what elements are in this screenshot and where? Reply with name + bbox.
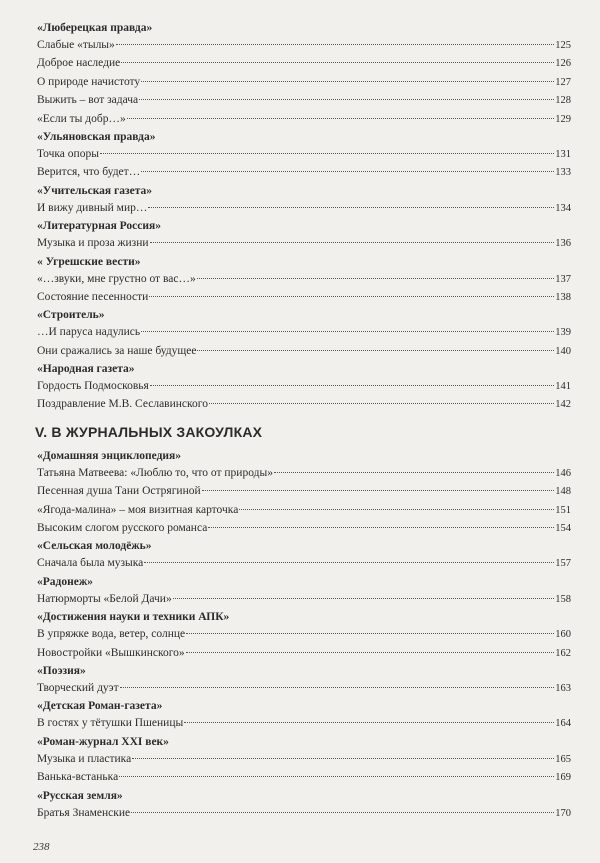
publication-heading: «Русская земля» (37, 789, 123, 802)
toc-entry (37, 645, 571, 663)
entry-title: Состояние песенности (37, 290, 149, 303)
page-number: 238 (33, 841, 50, 853)
table-of-contents (37, 20, 571, 823)
publication-heading: «Достижения науки и техники АПК» (37, 611, 230, 624)
entry-page-number: 136 (555, 238, 571, 250)
dot-leader (150, 242, 555, 243)
toc-entry (37, 200, 571, 218)
entry-page-number: 142 (555, 399, 571, 411)
entry-title: Доброе наследие (37, 57, 121, 70)
entry-page-number: 127 (555, 76, 571, 88)
entry-page-number: 133 (555, 167, 571, 179)
entry-page-number: 169 (555, 772, 571, 784)
toc-entry (37, 769, 571, 787)
dot-leader (209, 403, 554, 404)
entry-page-number: 163 (555, 682, 571, 694)
entry-title: Поздравление М.В. Сеславинского (37, 398, 208, 411)
entry-page-number: 160 (555, 629, 571, 641)
entry-page-number: 164 (555, 718, 571, 730)
toc-entry (37, 289, 571, 307)
publication-heading: «Роман-журнал XXI век» (37, 735, 169, 748)
toc-entry (37, 751, 571, 769)
dot-leader (131, 812, 554, 813)
dot-leader (149, 296, 554, 297)
entry-title: Выжить – вот задача (37, 94, 139, 107)
entry-title: Верится, что будет… (37, 166, 141, 179)
entry-title: Гордость Подмосковья (37, 380, 149, 393)
publication-heading: «Детская Роман-газета» (37, 700, 163, 713)
dot-leader (141, 81, 554, 82)
entry-page-number: 146 (555, 467, 571, 479)
publication-heading: «Сельская молодёжь» (37, 540, 152, 553)
toc-entry (37, 111, 571, 129)
toc-entry (37, 483, 571, 501)
toc-entry (37, 164, 571, 182)
entry-title: «Ягода-малина» – моя визитная карточка (37, 503, 239, 516)
entry-title: Высоким слогом русского романса (37, 522, 208, 535)
publication-heading: «Люберецкая правда» (37, 22, 153, 34)
entry-title: Братья Знаменские (37, 806, 131, 819)
entry-page-number: 158 (555, 593, 571, 605)
entry-title: …И паруса надулись (37, 326, 141, 339)
dot-leader (132, 758, 554, 759)
entry-page-number: 151 (555, 504, 571, 516)
entry-page-number: 140 (555, 345, 571, 357)
section-heading: V. В ЖУРНАЛЬНЫХ ЗАКОУЛКАХ (35, 423, 263, 440)
dot-leader (141, 331, 554, 332)
entry-page-number: 129 (555, 113, 571, 125)
entry-page-number: 137 (555, 273, 571, 285)
entry-page-number: 162 (555, 647, 571, 659)
dot-leader (197, 350, 554, 351)
toc-entry (37, 555, 571, 573)
entry-page-number: 148 (555, 486, 571, 498)
entry-page-number: 141 (555, 381, 571, 393)
dot-leader (274, 472, 554, 473)
toc-entry (37, 591, 571, 609)
publication-heading: «Ульяновская правда» (37, 130, 156, 143)
entry-title: О природе начистоту (37, 75, 141, 88)
dot-leader (139, 99, 554, 100)
publication-heading: « Угрешские вести» (37, 255, 141, 268)
entry-page-number: 139 (555, 327, 571, 339)
dot-leader (239, 509, 554, 510)
dot-leader (173, 598, 555, 599)
toc-entry (37, 626, 571, 644)
dot-leader (208, 527, 554, 528)
toc-entry (37, 324, 571, 342)
entry-title: «Если ты добр…» (37, 112, 126, 125)
entry-title: «…звуки, мне грустно от вас…» (37, 272, 196, 285)
toc-entry (37, 715, 571, 733)
dot-leader (144, 562, 554, 563)
publication-heading: «Народная газета» (37, 363, 135, 376)
toc-entry (37, 271, 571, 289)
dot-leader (119, 776, 554, 777)
dot-leader (150, 385, 554, 386)
entry-title: Музыка и проза жизни (37, 237, 149, 250)
entry-title: Песенная душа Тани Острягиной (37, 485, 201, 498)
publication-heading: «Строитель» (37, 309, 105, 322)
entry-title: И вижу дивный мир… (37, 201, 148, 214)
entry-page-number: 154 (555, 523, 571, 535)
entry-page-number: 131 (555, 148, 571, 160)
publication-heading: «Радонеж» (37, 575, 93, 588)
dot-leader (116, 44, 554, 45)
entry-title: Музыка и пластика (37, 752, 132, 765)
entry-title: Натюрморты «Белой Дачи» (37, 592, 172, 605)
publication-heading: «Домашняя энциклопедия» (37, 449, 182, 462)
toc-entry (37, 520, 571, 538)
entry-title: Точка опоры (37, 147, 99, 160)
entry-title: Татьяна Матвеева: «Люблю то, что от природы» (37, 466, 273, 479)
dot-leader (186, 652, 555, 653)
dot-leader (148, 207, 554, 208)
entry-title: В упряжке вода, ветер, солнце (37, 628, 186, 641)
entry-page-number: 170 (555, 807, 571, 819)
toc-entry (37, 235, 571, 253)
toc-entry (37, 343, 571, 361)
dot-leader (184, 722, 554, 723)
dot-leader (186, 633, 554, 634)
publication-heading: «Литературная Россия» (37, 220, 161, 233)
toc-entry (37, 465, 571, 483)
publication-heading: «Учительская газета» (37, 184, 152, 197)
dot-leader (100, 153, 554, 154)
entry-title: Творческий дуэт (37, 681, 119, 694)
publication-heading: «Поэзия» (37, 664, 86, 677)
toc-entry (37, 502, 571, 520)
toc-entry (37, 805, 571, 823)
entry-page-number: 165 (555, 753, 571, 765)
entry-title: Сначала была музыка (37, 557, 144, 570)
toc-entry (37, 55, 571, 73)
toc-entry (37, 74, 571, 92)
entry-title: Новостройки «Вышкинского» (37, 646, 185, 659)
entry-title: Ванька-встанька (37, 771, 119, 784)
entry-title: Слабые «тылы» (37, 39, 115, 51)
toc-entry (37, 146, 571, 164)
entry-page-number: 157 (555, 558, 571, 570)
entry-page-number: 134 (555, 202, 571, 214)
dot-leader (141, 171, 554, 172)
entry-page-number: 125 (555, 40, 571, 51)
dot-leader (121, 62, 554, 63)
dot-leader (127, 118, 555, 119)
dot-leader (202, 490, 555, 491)
dot-leader (120, 687, 555, 688)
toc-entry (37, 378, 571, 396)
toc-entry (37, 92, 571, 110)
entry-title: В гостях у тётушки Пшеницы (37, 717, 184, 730)
entry-page-number: 138 (555, 291, 571, 303)
entry-title: Они сражались за наше будущее (37, 344, 197, 357)
entry-page-number: 128 (555, 95, 571, 107)
toc-entry (37, 396, 571, 414)
entry-page-number: 126 (555, 58, 571, 70)
toc-entry (37, 37, 571, 55)
toc-entry (37, 680, 571, 698)
dot-leader (197, 278, 555, 279)
